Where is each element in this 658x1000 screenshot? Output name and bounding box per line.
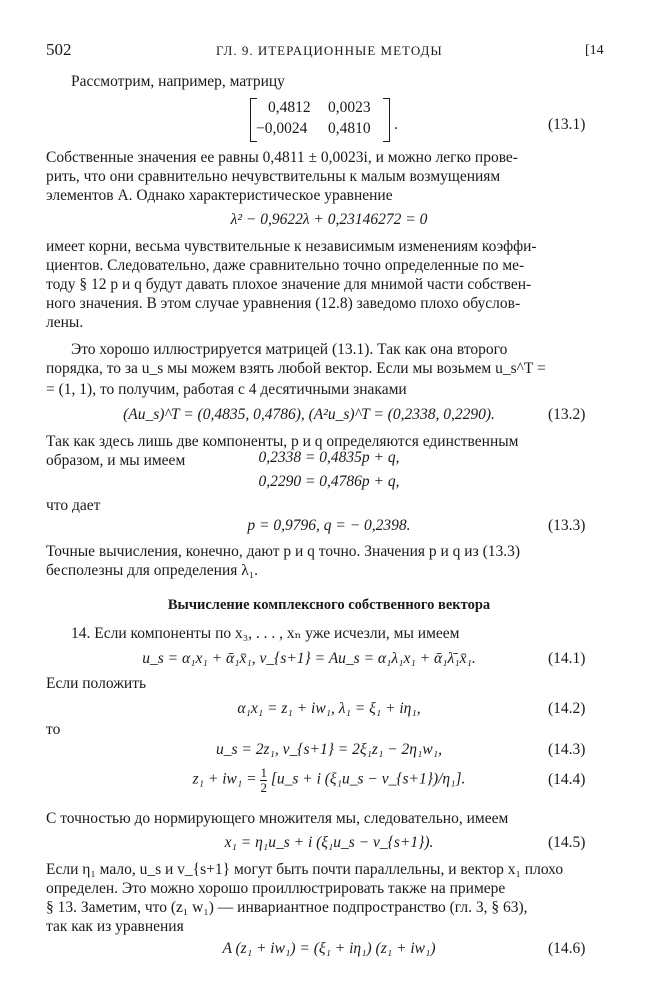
text-line: Если η₁ мало, u_s и v_{s+1} могут быть почти параллельны, и вектор x₁ плохо	[46, 861, 564, 878]
system-eq-1: 0,2338 = 0,4835p + q,	[258, 449, 400, 466]
equation-number: (14.5)	[548, 834, 586, 851]
text-line: Если положить	[46, 675, 147, 692]
equation-number: (13.2)	[548, 406, 586, 423]
equation-14-5: x₁ = η₁u_s + i (ξ₁u_s − v_{s+1}).	[224, 834, 434, 851]
right-bracket	[383, 98, 390, 142]
equation-14-6: A (z₁ + iw₁) = (ξ₁ + iη₁) (z₁ + iw₁)	[222, 940, 436, 957]
matrix-cell: −0,0024	[256, 120, 308, 137]
text-line: определен. Это можно хорошо проиллюстрировать также на примере	[46, 880, 506, 897]
text-line: Собственные значения ее равны 0,4811 ± 0,0023i, и можно легко прове-	[46, 149, 518, 166]
text-line: порядка, то за u_s мы можем взять любой вектор. Если мы возьмем u_s^T =	[46, 360, 546, 377]
text-line: = (1, 1), то получим, работая с 4 десятичными знаками	[46, 381, 407, 398]
running-title: ГЛ. 9. ИТЕРАЦИОННЫЕ МЕТОДЫ	[216, 43, 443, 58]
equation-number: (14.4)	[548, 771, 586, 788]
system-eq-2: 0,2290 = 0,4786p + q,	[258, 473, 400, 490]
equation-number: (14.6)	[548, 940, 586, 957]
matrix-cell: 0,4810	[328, 120, 371, 137]
fraction-one-half	[260, 766, 267, 794]
equation-number: (13.3)	[548, 517, 586, 534]
equation-14-2: α₁x₁ = z₁ + iw₁, λ₁ = ξ₁ + iη₁,	[237, 700, 421, 717]
text-line: 14. Если компоненты по x₃, . . . , xₙ уже исчезли, мы имеем	[71, 625, 460, 642]
text-line: имеет корни, весьма чувствительные к независимым изменениям коэффи-	[46, 238, 537, 255]
page-number: 502	[46, 40, 72, 59]
equation-number: (14.2)	[548, 700, 586, 717]
text-line: рить, что они сравнительно нечувствительны к малым возмущениям	[46, 168, 501, 185]
text-line: образом, и мы имеем	[46, 452, 186, 469]
matrix-13-1	[250, 98, 390, 142]
fraction-numerator: 1	[260, 765, 267, 780]
text-line: § 13. Заметим, что (z₁ w₁) — инвариантное подпространство (гл. 3, § 63),	[46, 899, 528, 916]
text-line: С точностью до нормирующего множителя мы, следовательно, имеем	[46, 810, 509, 827]
matrix-period: .	[394, 116, 398, 133]
section-heading: Вычисление комплексного собственного вектора	[167, 597, 491, 613]
matrix-cell: 0,4812	[268, 99, 311, 116]
text-line: циентов. Следовательно, даже сравнительно точно определенные по ме-	[46, 257, 525, 274]
eq-lhs: z₁ + iw₁ =	[192, 770, 257, 788]
equation-number: (13.1)	[548, 116, 586, 133]
text-line: Точные вычисления, конечно, дают p и q точно. Значения p и q из (13.3)	[46, 543, 521, 560]
text-line: элементов A. Однако характеристическое уравнение	[46, 187, 393, 204]
text-line: лены.	[46, 314, 84, 331]
text-line: тоду § 12 p и q будут давать плохое значение для мнимой части собствен-	[46, 276, 532, 293]
equation-14-1: u_s = α₁x₁ + ᾱ₁x̄₁, v_{s+1} = Au_s = α₁λ₁x₁ + ᾱ₁λ̄₁x̄₁.	[142, 650, 476, 667]
text-line: то	[46, 721, 61, 738]
fraction-denominator: 2	[260, 779, 267, 795]
text-line: так как из уравнения	[46, 918, 184, 935]
equation-14-3: u_s = 2z₁, v_{s+1} = 2ξ₁z₁ − 2η₁w₁,	[216, 741, 442, 758]
equation-number: (14.3)	[548, 741, 586, 758]
text-line: Так как здесь лишь две компоненты, p и q определяются единственным	[46, 433, 519, 450]
section-mark: [14	[585, 43, 604, 58]
eq-rhs: [u_s + i (ξ₁u_s − v_{s+1})/η₁].	[270, 770, 466, 788]
text-line: бесполезны для определения λ₁.	[46, 562, 259, 579]
text-line: Это хорошо иллюстрируется матрицей (13.1). Так как она второго	[71, 341, 508, 358]
intro-line: Рассмотрим, например, матрицу	[71, 73, 285, 90]
equation-13-3: p = 0,9796, q = − 0,2398.	[247, 517, 411, 534]
equation-13-2: (Au_s)^T = (0,4835, 0,4786), (A²u_s)^T = (0,2338, 0,2290).	[123, 406, 495, 423]
text-line: ного значения. В этом случае уравнения (12.8) заведомо плохо обуслов-	[46, 295, 521, 312]
equation-number: (14.1)	[548, 650, 586, 667]
text-line: что дает	[46, 497, 101, 514]
characteristic-equation: λ² − 0,9622λ + 0,23146272 = 0	[230, 211, 428, 228]
matrix-cell: 0,0023	[328, 99, 371, 116]
